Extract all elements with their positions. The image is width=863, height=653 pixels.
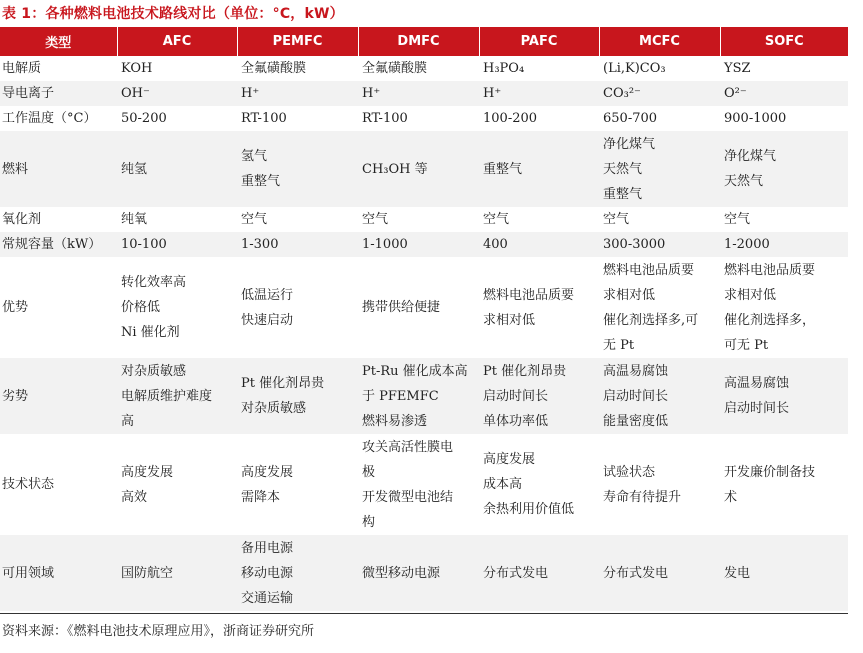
- table-cell: [117, 106, 237, 131]
- cell-line: 催化剂选择多,可: [603, 312, 699, 328]
- cell-line: 备用电源: [241, 540, 294, 556]
- cell-line: 求相对低: [603, 287, 656, 303]
- table-cell: [479, 56, 599, 81]
- cell-line: Pt-Ru 催化成本高: [362, 363, 468, 379]
- cell-line: 空气: [724, 212, 751, 227]
- cell-line: 天然气: [603, 161, 643, 177]
- cell-line: (Li,K)CO₃: [603, 61, 666, 76]
- cell-line: 寿命有待提升: [603, 489, 682, 505]
- cell-line: 重整气: [603, 186, 643, 202]
- column-header: DMFC: [358, 27, 479, 56]
- cell-line: 全氟磺酸膜: [362, 61, 428, 76]
- table-cell: [479, 106, 599, 131]
- table-cell: [237, 257, 358, 358]
- cell-line: 快速启动: [241, 312, 294, 328]
- table-cell: [117, 56, 237, 81]
- column-header: SOFC: [720, 27, 848, 56]
- cell-line: 求相对低: [724, 287, 777, 303]
- table-cell: [479, 257, 599, 358]
- table-cell: [599, 232, 720, 257]
- cell-line: 空气: [362, 212, 389, 227]
- table-row: [0, 81, 848, 106]
- cell-line: 燃料电池品质要: [724, 262, 816, 278]
- table-bottom-rule: [0, 613, 848, 614]
- cell-line: 价格低: [121, 300, 161, 315]
- cell-line: 300-3000: [603, 237, 666, 252]
- cell-line: 成本高: [483, 477, 523, 492]
- cell-line: 移动电源: [241, 565, 294, 581]
- cell-line: 分布式发电: [483, 565, 549, 581]
- row-label: 工作温度（°C）: [2, 111, 97, 126]
- row-label: 优势: [2, 300, 29, 315]
- source-note: 资料来源：《燃料电池技术原理应用》，浙商证券研究所: [2, 624, 315, 639]
- cell-line: 可无 Pt: [724, 337, 769, 353]
- cell-line: H₃PO₄: [483, 61, 525, 76]
- cell-line: 术: [724, 489, 738, 505]
- table-cell: [117, 535, 237, 611]
- table-cell: [599, 434, 720, 535]
- table-row: [0, 56, 848, 81]
- cell-line: RT-100: [362, 111, 408, 126]
- table-cell: [117, 207, 237, 232]
- table-cell: [720, 535, 848, 611]
- cell-line: O²⁻: [724, 86, 747, 101]
- cell-line: 高温易腐蚀: [603, 363, 669, 379]
- cell-line: 对杂质敏感: [121, 363, 187, 379]
- cell-line: 能量密度低: [603, 413, 669, 429]
- row-label: 燃料: [0, 131, 117, 207]
- cell-line: 650-700: [603, 111, 658, 126]
- table-cell: [479, 232, 599, 257]
- table-cell: [237, 232, 358, 257]
- cell-line: 50-200: [121, 111, 167, 126]
- cell-line: 发电: [724, 565, 751, 581]
- column-header: PAFC: [479, 27, 599, 56]
- table-cell: [479, 81, 599, 106]
- cell-line: 余热利用价值低: [483, 502, 575, 517]
- cell-line: 启动时间长: [603, 388, 669, 404]
- table-cell: [358, 207, 479, 232]
- table-cell: [358, 56, 479, 81]
- cell-line: 100-200: [483, 111, 538, 126]
- cell-line: 1-1000: [362, 237, 408, 252]
- cell-line: 空气: [241, 212, 268, 227]
- table-cell: [599, 535, 720, 611]
- cell-line: 纯氢: [121, 161, 148, 177]
- table-row: [0, 131, 848, 207]
- table-title: 表 1：各种燃料电池技术路线对比（单位：°C，kW）: [2, 6, 344, 22]
- cell-line: 单体功率低: [483, 413, 549, 429]
- cell-line: 国防航空: [121, 565, 174, 581]
- cell-line: 重整气: [241, 174, 281, 189]
- table-row: [0, 207, 848, 232]
- cell-line: 高效: [121, 489, 148, 505]
- cell-line: RT-100: [241, 111, 287, 126]
- row-label: 可用领域: [0, 535, 117, 611]
- table-row: [0, 358, 848, 434]
- table-cell: [358, 257, 479, 358]
- table-cell: [720, 207, 848, 232]
- table-cell: [358, 358, 479, 434]
- cell-line: 高温易腐蚀: [724, 376, 790, 391]
- table-cell: [237, 131, 358, 207]
- cell-line: 无 Pt: [603, 337, 635, 353]
- table-cell: [599, 81, 720, 106]
- cell-line: 燃料易渗透: [362, 413, 428, 429]
- column-header: PEMFC: [237, 27, 358, 56]
- table-row: [0, 257, 848, 358]
- table-cell: [237, 207, 358, 232]
- table-cell: [117, 81, 237, 106]
- cell-line: 微型移动电源: [362, 565, 441, 581]
- row-label: 氧化剂: [2, 212, 42, 227]
- cell-line: CH₃OH 等: [362, 161, 428, 177]
- row-label: 劣势: [0, 358, 117, 434]
- cell-line: 催化剂选择多，: [724, 312, 816, 328]
- table-cell: [479, 434, 599, 535]
- cell-line: 氢气: [241, 149, 268, 164]
- cell-line: 10-100: [121, 237, 167, 252]
- row-label: 常规容量（kW）: [0, 232, 117, 257]
- cell-line: 开发微型电池结: [362, 489, 454, 505]
- cell-line: 攻关高活性膜电: [362, 439, 454, 455]
- table-cell: [117, 434, 237, 535]
- cell-line: Pt 催化剂昂贵: [483, 363, 567, 379]
- cell-line: 天然气: [724, 174, 764, 189]
- cell-line: 启动时间长: [483, 388, 549, 404]
- cell-line: 1-2000: [724, 237, 770, 252]
- table-cell: [358, 106, 479, 131]
- table-cell: [599, 106, 720, 131]
- cell-line: 低温运行: [241, 287, 294, 303]
- table-cell: [358, 131, 479, 207]
- cell-line: 极: [362, 464, 376, 480]
- cell-line: 高度发展: [241, 464, 294, 480]
- cell-line: 净化煤气: [724, 149, 777, 164]
- table-cell: [237, 106, 358, 131]
- cell-line: 高度发展: [483, 452, 536, 467]
- table-cell: [237, 81, 358, 106]
- cell-line: 携带供给便捷: [362, 300, 441, 315]
- table-cell: [720, 257, 848, 358]
- cell-line: YSZ: [724, 61, 751, 76]
- table-cell: [599, 131, 720, 207]
- table-cell: [479, 535, 599, 611]
- cell-line: H⁺: [483, 86, 502, 101]
- table-cell: [599, 358, 720, 434]
- table-cell: [599, 257, 720, 358]
- cell-line: 电解质维护难度: [121, 388, 213, 404]
- table-cell: [720, 358, 848, 434]
- cell-line: 分布式发电: [603, 565, 669, 581]
- cell-line: 净化煤气: [603, 136, 656, 152]
- cell-line: 1-300: [241, 237, 279, 252]
- cell-line: 高: [121, 413, 135, 429]
- table-cell: [358, 535, 479, 611]
- table-cell: [237, 434, 358, 535]
- cell-line: H⁺: [241, 86, 260, 101]
- table-cell: [720, 56, 848, 81]
- cell-line: H⁺: [362, 86, 381, 101]
- table-cell: [720, 106, 848, 131]
- cell-line: 全氟磺酸膜: [241, 61, 307, 76]
- column-header: AFC: [117, 27, 237, 56]
- cell-line: 燃料电池品质要: [483, 287, 575, 303]
- table-cell: [237, 56, 358, 81]
- table-cell: [720, 232, 848, 257]
- cell-line: OH⁻: [121, 86, 150, 101]
- cell-line: KOH: [121, 61, 153, 76]
- cell-line: 转化效率高: [121, 275, 187, 290]
- cell-line: 空气: [603, 212, 630, 227]
- table-cell: [479, 358, 599, 434]
- table-cell: [479, 131, 599, 207]
- cell-line: 构: [362, 514, 376, 530]
- table-cell: [720, 434, 848, 535]
- table-cell: [479, 207, 599, 232]
- cell-line: 400: [483, 237, 508, 252]
- table-row: [0, 535, 848, 611]
- row-label: 技术状态: [2, 477, 55, 492]
- table-cell: [358, 232, 479, 257]
- cell-line: 需降本: [241, 489, 281, 505]
- table-cell: [117, 232, 237, 257]
- table-cell: [117, 131, 237, 207]
- cell-line: 900-1000: [724, 111, 787, 126]
- table-row: [0, 434, 848, 535]
- table-cell: [358, 434, 479, 535]
- cell-line: 试验状态: [603, 464, 656, 480]
- cell-line: 空气: [483, 212, 510, 227]
- cell-line: 纯氧: [121, 212, 148, 227]
- cell-line: 燃料电池品质要: [603, 262, 695, 278]
- cell-line: 交通运输: [241, 590, 294, 606]
- table-cell: [720, 131, 848, 207]
- cell-line: 启动时间长: [724, 401, 790, 416]
- header-row: [0, 27, 848, 56]
- table-row: [0, 232, 848, 257]
- cell-line: 高度发展: [121, 464, 174, 480]
- table-cell: [117, 358, 237, 434]
- cell-line: Pt 催化剂昂贵: [241, 376, 325, 391]
- column-header: MCFC: [599, 27, 720, 56]
- table-body: [0, 56, 848, 611]
- cell-line: 求相对低: [483, 312, 536, 328]
- table-cell: [237, 535, 358, 611]
- column-header: 类型: [0, 27, 117, 56]
- cell-line: 重整气: [483, 161, 523, 177]
- row-label: 电解质: [2, 61, 42, 76]
- table-cell: [720, 81, 848, 106]
- table-cell: [117, 257, 237, 358]
- table-cell: [599, 207, 720, 232]
- table-cell: [358, 81, 479, 106]
- table-row: [0, 106, 848, 131]
- cell-line: 对杂质敏感: [241, 401, 307, 416]
- table-cell: [237, 358, 358, 434]
- table-cell: [599, 56, 720, 81]
- cell-line: CO₃²⁻: [603, 86, 641, 101]
- cell-line: 开发廉价制备技: [724, 464, 816, 480]
- cell-line: Ni 催化剂: [121, 325, 180, 340]
- row-label: 导电离子: [0, 81, 117, 106]
- cell-line: 于 PFEMFC: [362, 388, 439, 404]
- comparison-table: [0, 27, 848, 611]
